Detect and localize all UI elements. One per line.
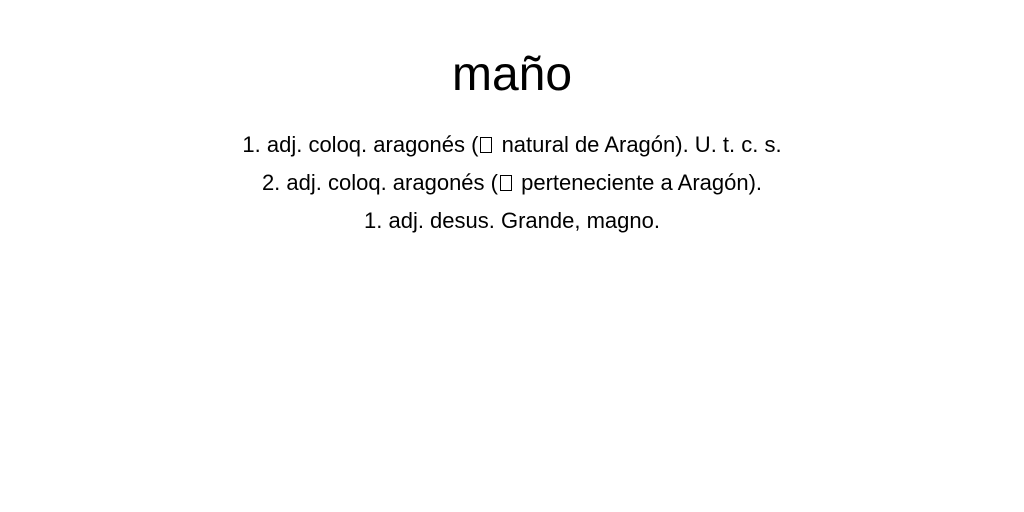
definition-text-after: natural de Aragón). U. t. c. s. bbox=[495, 132, 782, 157]
definition-text-before: 1. adj. coloq. aragonés ( bbox=[242, 132, 479, 157]
definition-text: 1. adj. desus. Grande, magno. bbox=[364, 208, 660, 233]
definition-item bbox=[0, 164, 1024, 202]
headword: maño bbox=[451, 48, 573, 101]
definition-text-after: perteneciente a Aragón). bbox=[514, 170, 763, 195]
missing-glyph-icon bbox=[500, 175, 512, 191]
definition-item bbox=[0, 126, 1024, 164]
definition-text-before: 2. adj. coloq. aragonés ( bbox=[261, 170, 498, 195]
definition-list bbox=[0, 126, 1024, 240]
definition-item bbox=[0, 202, 1024, 240]
missing-glyph-icon bbox=[480, 137, 492, 153]
